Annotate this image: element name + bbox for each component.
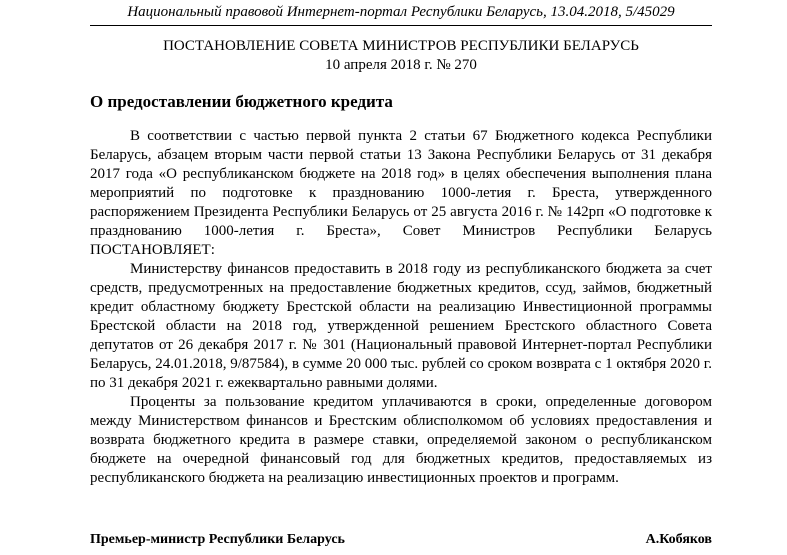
document-date-number: 10 апреля 2018 г. № 270 [325,57,477,73]
paragraph-3: Проценты за пользование кредитом уплачиваются в сроки, определенные договором между Министерством финансов и Брестским облисполкомом об условиях предоставления и возврата бюджетного кредита в размере ставки, определяемой законом о республиканском бюджете на очередной финансовый год для бюджетных кредитов, предоставляемых из республиканского бюджета на реализацию инвестиционных проектов и программ. [90,394,712,486]
source-header: Национальный правовой Интернет-портал Республики Беларусь, 13.04.2018, 5/45029 [90,4,712,26]
paragraph-2: Министерству финансов предоставить в 2018 году из республиканского бюджета за счет средств, предусмотренных на предоставление бюджетных кредитов, ссуд, займов, бюджетный кредит областному бюджету Брестской области на реализацию Инвестиционной программы Брестской области на 2018 год, утвержденной решением Брестского областного Совета депутатов от 26 декабря 2017 г. № 301 (Национальный правовой Интернет-портал Республики Беларусь, 24.01.2018, 9/87584), в сумме 20 000 тыс. рублей со сроком возврата с 1 октября 2020 г. по 31 декабря 2021 г. ежеквартально равными долями. [90,261,712,391]
signatory-position: Премьер-министр Республики Беларусь [90,532,345,547]
document-type: ПОСТАНОВЛЕНИЕ СОВЕТА МИНИСТРОВ РЕСПУБЛИКИ БЕЛАРУСЬ [163,38,639,54]
document-title: О предоставлении бюджетного кредита [90,92,393,111]
paragraph-1: В соответствии с частью первой пункта 2 статьи 67 Бюджетного кодекса Республики Беларусь, абзацем вторым части первой статьи 13 Закона Республики Беларусь от 31 декабря 2017 года «О республиканском бюджете на 2018 год» в целях обеспечения выполнения плана мероприятий по подготовке к празднованию 1000-летия г. Бреста, утвержденного распоряжением Президента Республики Беларусь от 25 августа 2016 г. № 142рп «О подготовке к празднованию 1000-летия г. Бреста», Совет Министров Республики Беларусь ПОСТАНОВЛЯЕТ: [90,128,712,258]
signature-block [90,532,712,548]
signatory-name: А.Кобяков [645,532,712,547]
document-body [90,127,712,488]
